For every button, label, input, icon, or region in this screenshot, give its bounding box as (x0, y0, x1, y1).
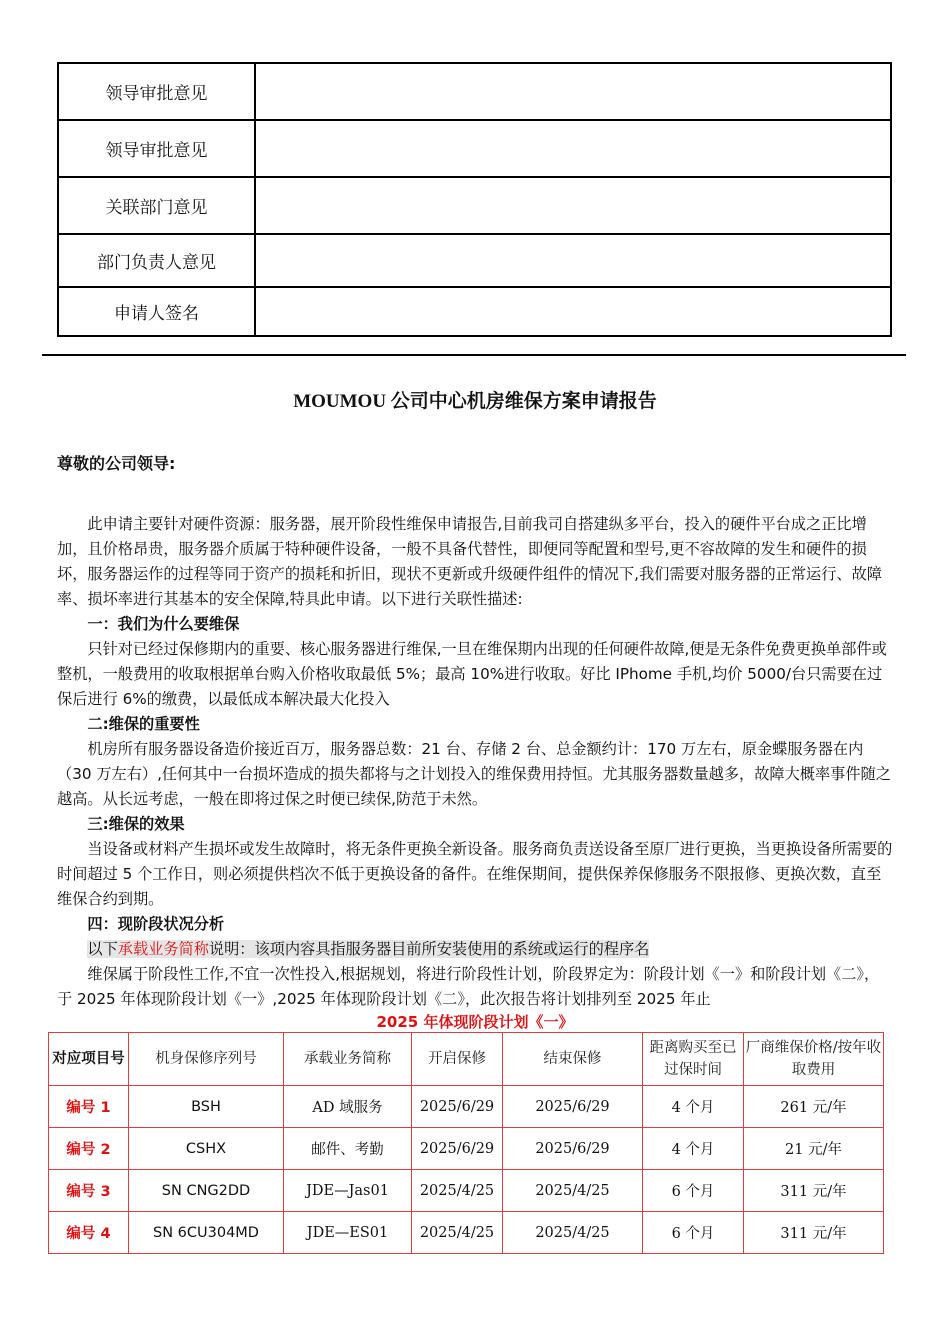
approval-value[interactable] (255, 63, 891, 120)
header-end: 结束保修 (503, 1033, 643, 1086)
note-prefix: 以下 (87, 940, 118, 958)
cell-start: 2025/6/29 (412, 1128, 503, 1170)
cell-code: 编号 1 (49, 1086, 129, 1128)
cell-serial: CSHX (129, 1128, 284, 1170)
approval-label: 领导审批意见 (58, 63, 255, 120)
approval-value[interactable] (255, 177, 891, 234)
approval-row (58, 120, 891, 177)
table-row (49, 1212, 884, 1254)
header-code: 对应项目号 (49, 1033, 129, 1086)
plan-table (48, 1032, 884, 1254)
section-text: 只针对已经过保修期内的重要、核心服务器进行维保,一旦在维保期内出现的任何硬件故障,便是无条件免费更换单部件或整机，一般费用的收取根据单台购入价格收取最低 5%；最高 10%进行收取。好比 IPhome 手机,均价 5000/台只需要在过保后进行 6%的缴费，以最低成本解决最大化投入 (57, 640, 887, 708)
section-heading: 四：现阶段状况分析 (87, 915, 225, 933)
cell-elapsed: 6 个月 (643, 1170, 744, 1212)
note-highlight: 承载业务简称 (117, 940, 209, 958)
plan-table-title: 2025 年体现阶段计划《一》 (376, 1013, 574, 1031)
cell-elapsed: 4 个月 (643, 1128, 744, 1170)
section-heading: 二:维保的重要性 (87, 715, 200, 733)
section-heading: 三:维保的效果 (87, 815, 185, 833)
table-row (49, 1170, 884, 1212)
section-heading: 一：我们为什么要维保 (87, 615, 240, 633)
plan-header-row (49, 1033, 884, 1086)
section-text: 机房所有服务器设备造价接近百万，服务器总数：21 台、存储 2 台、总金额约计：170 万左右，原金蝶服务器在内（30 万左右）,任何其中一台损坏造成的损失都将与之计划投入的维保费用持恒。尤其服务器数量越多，故障大概率事件随之越高。从长远考虑，一般在即将过保之时便已续保,防范于未然。 (57, 740, 891, 808)
approval-table (57, 62, 892, 337)
note-line (57, 937, 893, 962)
approval-label: 部门负责人意见 (58, 234, 255, 287)
cell-business: AD 域服务 (284, 1086, 412, 1128)
intro-paragraph: 此申请主要针对硬件资源：服务器，展开阶段性维保申请报告,目前我司自搭建纵多平台，投入的硬件平台成之正比增加，且价格昂贵，服务器介质属于特种硬件设备，一般不具备代替性，即便同等配置和型号,更不容故障的发生和硬件的损坏，服务器运作的过程等同于资产的损耗和折旧，现状不更新或升级硬件组件的情况下,我们需要对服务器的正常运行、故障率、损坏率进行其基本的安全保障,特具此申请。以下进行关联性描述: (57, 515, 882, 608)
approval-value[interactable] (255, 120, 891, 177)
header-start: 开启保修 (412, 1033, 503, 1086)
salutation: 尊敬的公司领导: (57, 454, 176, 473)
section-divider (42, 354, 906, 356)
cell-elapsed: 4 个月 (643, 1086, 744, 1128)
cell-end: 2025/4/25 (503, 1170, 643, 1212)
approval-value[interactable] (255, 287, 891, 336)
cell-elapsed: 6 个月 (643, 1212, 744, 1254)
approval-row (58, 234, 891, 287)
plan-intro: 维保属于阶段性工作,不宜一次性投入,根据规划，将进行阶段性计划，阶段界定为：阶段计划《一》和阶段计划《二》，于 2025 年体现阶段计划《一》,2025 年体现阶段计划《二》，此次报告将计划排列至 2025 年止 (57, 965, 880, 1008)
cell-end: 2025/6/29 (503, 1128, 643, 1170)
cell-business: 邮件、考勤 (284, 1128, 412, 1170)
cell-price: 21 元/年 (744, 1128, 884, 1170)
cell-price: 311 元/年 (744, 1212, 884, 1254)
approval-label: 领导审批意见 (58, 120, 255, 177)
approval-row (58, 177, 891, 234)
cell-start: 2025/4/25 (412, 1170, 503, 1212)
cell-end: 2025/4/25 (503, 1212, 643, 1254)
cell-serial: BSH (129, 1086, 284, 1128)
cell-business: JDE—ES01 (284, 1212, 412, 1254)
header-business: 承载业务简称 (284, 1033, 412, 1086)
cell-code: 编号 4 (49, 1212, 129, 1254)
cell-serial: SN 6CU304MD (129, 1212, 284, 1254)
approval-row (58, 287, 891, 336)
cell-end: 2025/6/29 (503, 1086, 643, 1128)
cell-code: 编号 2 (49, 1128, 129, 1170)
section-text: 当设备或材料产生损坏或发生故障时，将无条件更换全新设备。服务商负责送设备至原厂进行更换，当更换设备所需要的时间超过 5 个工作日，则必须提供档次不低于更换设备的备件。在维保期间，提供保养保修服务不限报修、更换次数，直至维保合约到期。 (57, 840, 893, 908)
cell-start: 2025/4/25 (412, 1212, 503, 1254)
cell-price: 311 元/年 (744, 1170, 884, 1212)
cell-serial: SN CNG2DD (129, 1170, 284, 1212)
header-price: 厂商维保价格/按年收取费用 (744, 1033, 884, 1086)
table-row (49, 1086, 884, 1128)
report-body (57, 512, 893, 1033)
table-row (49, 1128, 884, 1170)
header-serial: 机身保修序列号 (129, 1033, 284, 1086)
approval-row (58, 63, 891, 120)
approval-label: 关联部门意见 (58, 177, 255, 234)
approval-label: 申请人签名 (58, 287, 255, 336)
cell-business: JDE—Jas01 (284, 1170, 412, 1212)
header-elapsed: 距离购买至已过保时间 (643, 1033, 744, 1086)
cell-start: 2025/6/29 (412, 1086, 503, 1128)
cell-code: 编号 3 (49, 1170, 129, 1212)
cell-price: 261 元/年 (744, 1086, 884, 1128)
note-suffix: 说明：该项内容具指服务器目前所安装使用的系统或运行的程序名 (208, 940, 650, 958)
report-title: MOUMOU 公司中心机房维保方案申请报告 (293, 391, 657, 412)
approval-value[interactable] (255, 234, 891, 287)
